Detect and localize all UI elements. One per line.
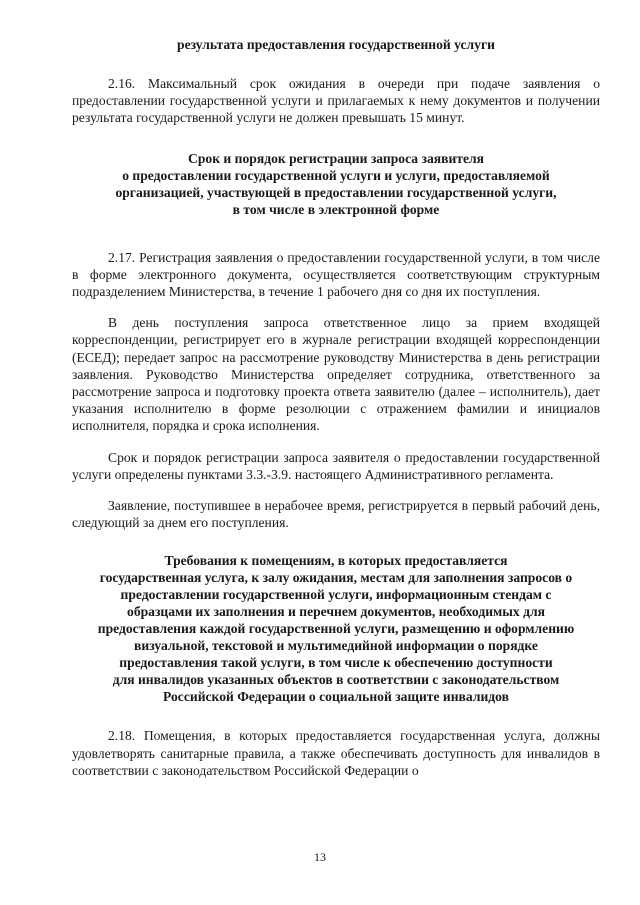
- paragraph-2-18: 2.18. Помещения, в которых предоставляется государственная услуга, должны удовлетворять санитарные правила, а также обеспечивать доступность для инвалидов в соответствии с законодательством Российской Федерации о: [72, 728, 600, 778]
- section-heading-line: Российской Федерации о социальной защите инвалидов: [163, 689, 509, 705]
- paragraph-2-17: 2.17. Регистрация заявления о предоставлении государственной услуги, в том числе в форме электронного документа, осуществляется соответствующим структурным подразделением Министерства, в течение 1 рабочего дня со дня их поступления.: [72, 249, 600, 300]
- section-heading-line: образцами их заполнения и перечнем документов, необходимых для: [127, 604, 545, 620]
- section-heading-premises: [72, 552, 600, 705]
- top-heading: результата предоставления государственной услуги: [177, 37, 495, 52]
- section-heading-line: в том числе в электронной форме: [232, 201, 440, 217]
- section-heading-line: предоставления каждой государственной услуги, размещению и оформлению: [97, 621, 575, 637]
- paragraph-2-16: 2.16. Максимальный срок ожидания в очереди при подаче заявления о предоставлении государственной услуги и прилагаемых к нему документов и получении результата государственной услуги не должен превышать 15 минут.: [72, 76, 600, 126]
- section-heading-line: предоставления такой услуги, в том числе к обеспечению доступности: [119, 655, 553, 671]
- section-heading-line: Требования к помещениям, в которых предоставляется: [164, 553, 508, 569]
- section-heading-registration: [72, 150, 600, 218]
- paragraph-registration-term: Срок и порядок регистрации запроса заявителя о предоставлении государственной услуги определены пунктами 3.3.-3.9. настоящего Административного регламента.: [72, 449, 600, 482]
- page-number: 13: [314, 850, 326, 864]
- section-heading-line: предоставлении государственной услуги, информационным стендам с: [120, 587, 552, 603]
- section-heading-line: о предоставлении государственной услуги и услуги, предоставляемой: [122, 167, 550, 183]
- paragraph-nonworking-time: Заявление, поступившее в нерабочее время, регистрируется в первый рабочий день, следующий за днем его поступления.: [72, 498, 600, 531]
- section-heading-line: организацией, участвующей в предоставлении государственной услуги,: [115, 184, 557, 200]
- section-heading-line: государственная услуга, к залу ожидания, местам для заполнения запросов о: [99, 570, 573, 586]
- section-heading-line: Срок и порядок регистрации запроса заявителя: [188, 150, 484, 166]
- section-heading-line: для инвалидов указанных объектов в соответствии с законодательством: [112, 672, 560, 688]
- section-heading-line: визуальной, текстовой и мультимедийной информации о порядке: [134, 638, 538, 654]
- paragraph-registration-day: В день поступления запроса ответственное лицо за прием входящей корреспонденции, регистрирует его в журнале регистрации входящей корреспонденции (ЕСЕД); передает запрос на рассмотрение руководству Министерства в день регистрации заявления. Руководство Министерства определяет сотрудника, ответственного за рассмотрение запроса и подготовку проекта ответа заявителю (далее – исполнитель), дает указания исполнителю в форме резолюции с отражением фамилии и инициалов исполнителя, порядка и срока исполнения.: [72, 315, 600, 434]
